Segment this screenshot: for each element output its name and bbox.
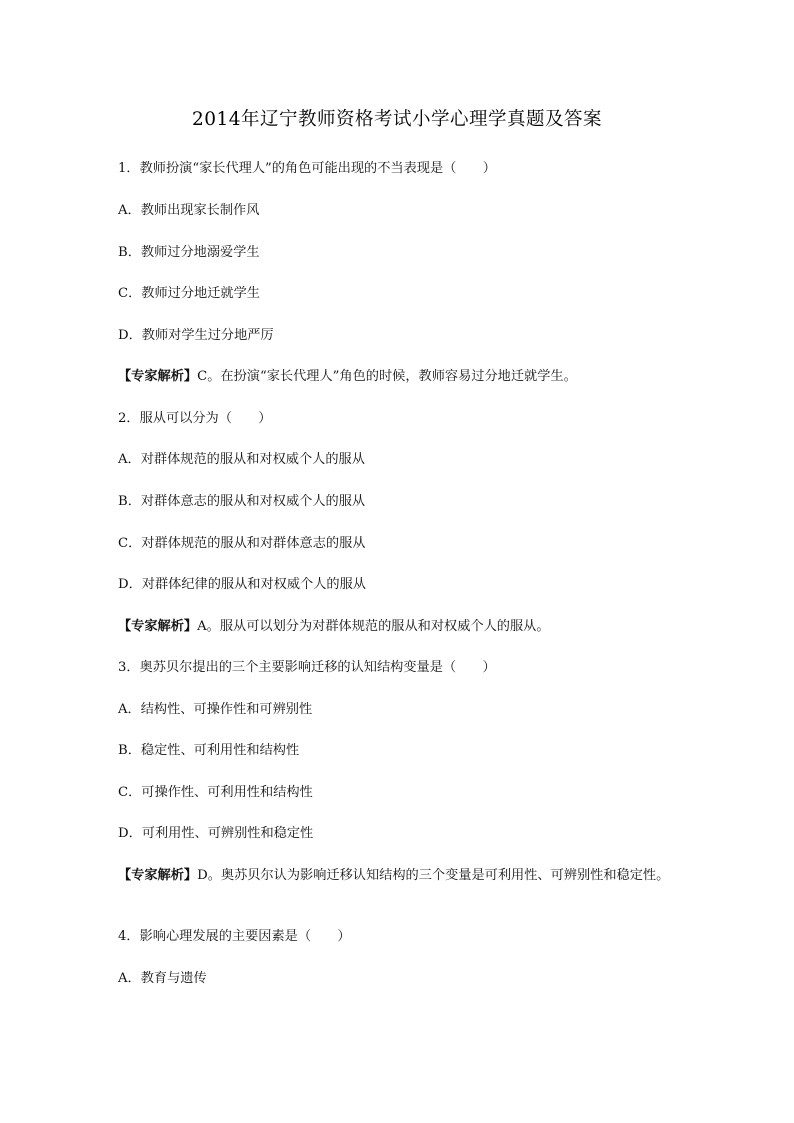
question-3-option-a: A．结构性、可操作性和可辨别性 <box>118 702 313 717</box>
question-3-analysis <box>118 866 688 886</box>
question-2-option-c: C．对群体规范的服从和对群体意志的服从 <box>118 536 366 551</box>
question-2-analysis <box>118 617 688 637</box>
question-1-analysis <box>118 367 688 387</box>
question-1-option-c: C．教师过分地迁就学生 <box>118 286 260 301</box>
question-4-stem: 4．影响心理发展的主要因素是（ ） <box>118 929 351 944</box>
question-3-option-b: B．稳定性、可利用性和结构性 <box>118 743 300 758</box>
analysis-text: A。服从可以划分为对群体规范的服从和对权威个人的服从。 <box>197 619 550 634</box>
question-3-option-d: D．可利用性、可辨别性和稳定性 <box>118 826 314 841</box>
analysis-text: C。在扮演“家长代理人”角色的时候，教师容易过分地迁就学生。 <box>197 369 577 384</box>
question-3-stem: 3．奥苏贝尔提出的三个主要影响迁移的认知结构变量是（ ） <box>118 660 496 675</box>
analysis-tag: 【专家解析】 <box>118 619 198 634</box>
question-2-option-d: D．对群体纪律的服从和对权威个人的服从 <box>118 577 366 592</box>
question-2-option-b: B．对群体意志的服从和对权威个人的服从 <box>118 494 366 509</box>
question-3-option-c: C．可操作性、可利用性和结构性 <box>118 785 313 800</box>
question-1-option-d: D．教师对学生过分地严厉 <box>118 328 274 343</box>
analysis-text: D。奥苏贝尔认为影响迁移认知结构的三个变量是可利用性、可辨别性和稳定性。 <box>197 868 670 883</box>
question-2-option-a: A．对群体规范的服从和对权威个人的服从 <box>118 452 365 467</box>
analysis-tag: 【专家解析】 <box>118 868 198 883</box>
question-1-stem: 1．教师扮演“家长代理人”的角色可能出现的不当表现是（ ） <box>118 161 496 176</box>
question-2-stem: 2．服从可以分为（ ） <box>118 411 272 426</box>
question-4-option-a: A．教育与遗传 <box>118 971 207 986</box>
question-1-option-b: B．教师过分地溺爱学生 <box>118 245 260 260</box>
document-title: 2014年辽宁教师资格考试小学心理学真题及答案 <box>191 109 603 130</box>
question-1-option-a: A．教师出现家长制作风 <box>118 203 260 218</box>
analysis-tag: 【专家解析】 <box>118 369 198 384</box>
